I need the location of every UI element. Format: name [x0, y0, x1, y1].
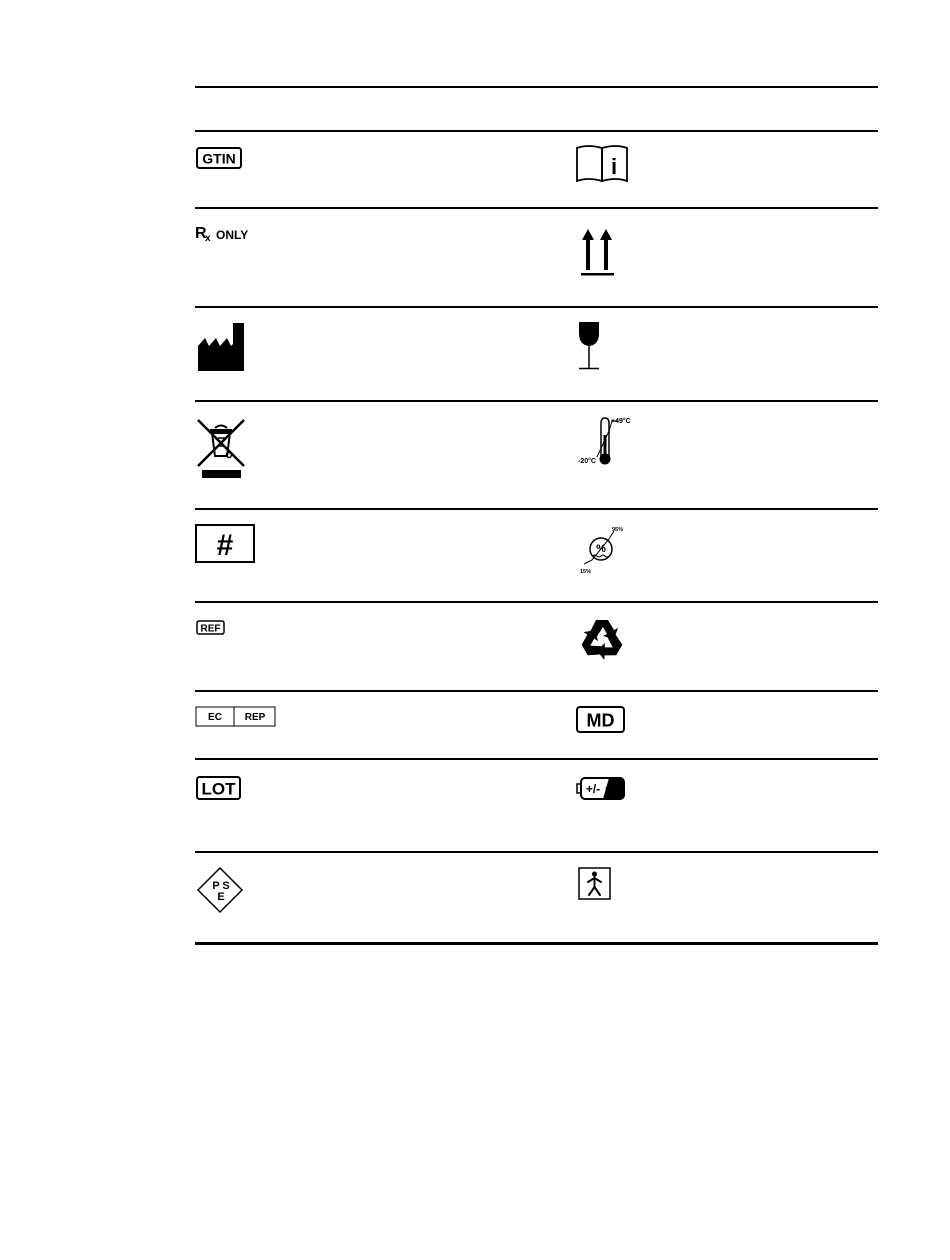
serial-number-hash-icon [195, 524, 255, 564]
ref-label: REF [200, 623, 221, 635]
row-divider [195, 690, 878, 692]
rx-r-label: R [195, 225, 207, 242]
ec-rep-icon [195, 706, 277, 728]
table-bottom-rule [195, 942, 878, 945]
temp-lower-label: -20°C [578, 458, 596, 465]
lot-label: LOT [201, 779, 236, 799]
battery-polarity-label: +/- [585, 782, 601, 796]
rx-x-label: x [205, 233, 211, 244]
fragile-glass-icon [576, 321, 602, 371]
humidity-limit-icon [578, 524, 626, 576]
serial-hash-label: # [216, 529, 234, 562]
md-label: MD [586, 710, 615, 731]
type-bf-applied-part-icon [578, 867, 612, 901]
this-way-up-arrows-icon [580, 228, 616, 278]
table-top-rule [195, 86, 878, 88]
humidity-lower-label: 15% [580, 569, 592, 575]
humidity-upper-label: 95% [612, 527, 624, 533]
pse-p-label: P [212, 880, 220, 892]
pse-e-label: E [217, 891, 225, 903]
temperature-limit-icon [578, 415, 638, 467]
pse-mark-icon [196, 867, 244, 913]
instructions-for-use-icon [576, 143, 628, 183]
row-divider [195, 758, 878, 760]
rep-label: REP [244, 712, 266, 723]
humidity-percent-label: % [596, 543, 606, 555]
ref-catalogue-icon [196, 620, 226, 636]
row-divider [195, 851, 878, 853]
row-divider [195, 400, 878, 402]
weee-crossed-bin-icon [196, 418, 248, 480]
row-divider [195, 306, 878, 308]
recycle-icon [576, 615, 628, 665]
gtin-label: GTIN [202, 150, 236, 167]
battery-polarity-icon [576, 776, 626, 802]
gtin-icon [196, 147, 242, 169]
pse-s-label: S [222, 880, 230, 892]
row-divider [195, 207, 878, 209]
row-divider [195, 508, 878, 510]
row-divider [195, 601, 878, 603]
ec-label: EC [208, 712, 222, 723]
manufacturer-factory-icon [197, 322, 245, 372]
header-rule [195, 130, 878, 132]
temp-upper-label: +49°C [611, 418, 631, 425]
lot-batch-icon [196, 776, 242, 801]
rx-only-icon [195, 224, 251, 244]
rx-only-label: ONLY [216, 228, 249, 242]
medical-device-icon [576, 706, 626, 734]
ifu-i-label: i [610, 154, 618, 179]
